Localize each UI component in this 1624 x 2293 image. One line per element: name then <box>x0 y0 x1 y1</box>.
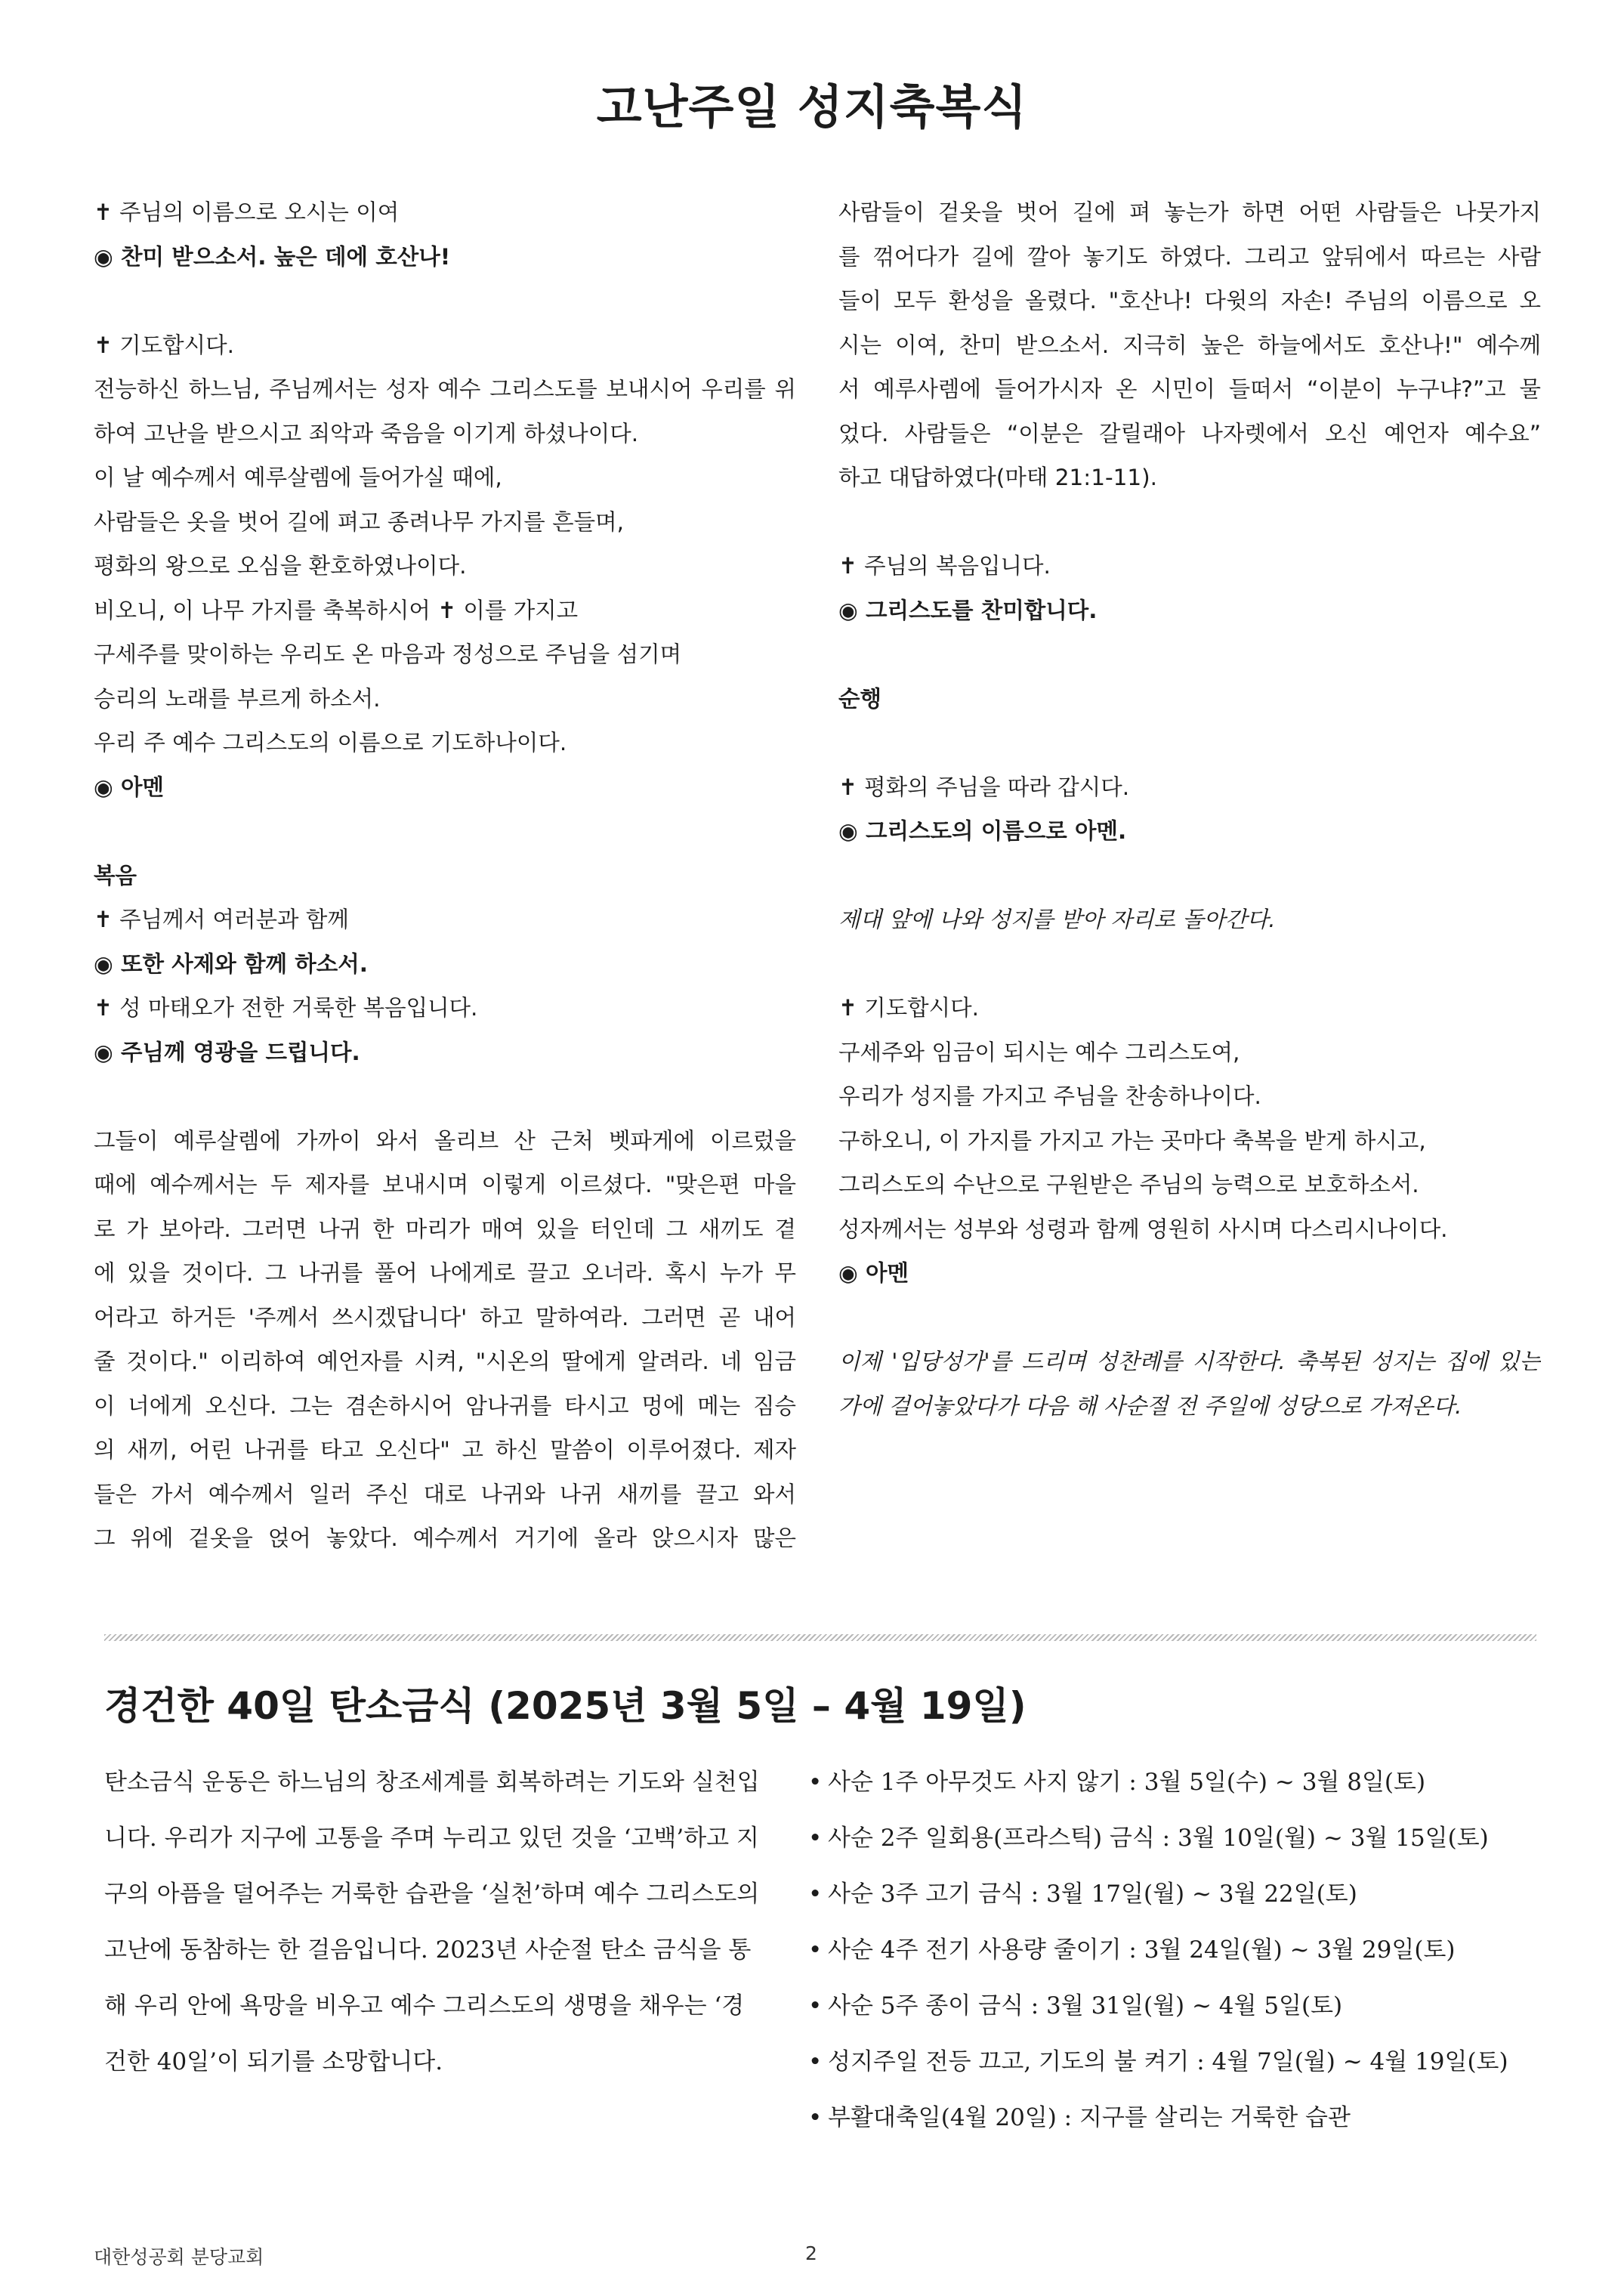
text-line: ◉ 찬미 받으소서. 높은 데에 호산나! <box>94 243 451 270</box>
schedule-item <box>808 1978 1548 2034</box>
text-line: ✝ 주님께서 여러분과 함께 <box>94 907 349 932</box>
footer-church-name: 대한성공회 분당교회 <box>94 2246 264 2268</box>
blank-line <box>838 721 1541 765</box>
text-line: 이 너에게 오신다. 그는 겸손하시어 암나귀를 타시고 멍에 메는 짐승 <box>94 1392 796 1419</box>
text-line: 이 날 예수께서 예루살렘에 들어가실 때에, <box>94 465 502 490</box>
text-line: 의 새끼, 어린 나귀를 타고 오신다" 고 하신 말씀이 이루어졌다. 제자 <box>94 1437 796 1463</box>
text-line: 평화의 왕으로 오심을 환호하였나이다. <box>94 553 467 579</box>
text-line: 를 꺾어다가 길에 깔아 놓기도 하였다. 그리고 앞뒤에서 따르는 사람 <box>838 243 1541 270</box>
carbon-fast-schedule <box>808 1754 1548 2146</box>
text-line: ✝ 성 마태오가 전한 거룩한 복음입니다. <box>94 995 478 1021</box>
text-line: 줄 것이다." 이리하여 예언자를 시켜, "시온의 딸에게 알려라. 네 임금 <box>94 1349 796 1374</box>
text-line: 성자께서는 성부와 성령과 함께 영원히 사시며 다스리시나이다. <box>838 1216 1448 1242</box>
section-divider <box>104 1634 1536 1641</box>
text-line: 순행 <box>838 685 881 712</box>
blank-line <box>838 500 1541 545</box>
text-line: 서 예루사렘에 들어가시자 온 시민이 들떠서 “이분이 누구냐?”고 물 <box>838 376 1541 402</box>
text-line: 들은 가서 예수께서 일러 주신 대로 나귀와 나귀 새끼를 끌고 와서 <box>94 1481 796 1507</box>
text-line: 하여 고난을 받으시고 죄악과 죽음을 이기게 하셨나이다. <box>94 420 639 447</box>
text-line: 구하오니, 이 가지를 가지고 가는 곳마다 축복을 받게 하시고, <box>838 1127 1426 1154</box>
text-line: ◉ 주님께 영광을 드립니다. <box>94 1039 360 1065</box>
text-line: ✝ 기도합시다. <box>94 332 234 358</box>
schedule-text: 사순 1주 아무것도 사지 않기 : 3월 5일(수) ~ 3월 8일(토) <box>828 1769 1426 1796</box>
text-line: ✝ 주님의 이름으로 오시는 이여 <box>94 199 400 225</box>
schedule-item <box>808 1866 1548 1922</box>
text-line: 로 가 보아라. 그러면 나귀 한 마리가 매여 있을 터인데 그 새끼도 곁 <box>94 1216 796 1242</box>
carbon-fast-title: 경건한 40일 탄소금식 (2025년 3월 5일 – 4월 19일) <box>104 1684 1027 1728</box>
text-line: 우리가 성지를 가지고 주님을 찬송하나이다. <box>838 1083 1261 1109</box>
text-line: 이제 '입당성가'를 드리며 성찬례를 시작한다. 축복된 성지는 집에 있는 <box>838 1349 1541 1374</box>
schedule-item <box>808 2034 1548 2090</box>
schedule-text: 사순 2주 일회용(프라스틱) 금식 : 3월 10일(월) ~ 3월 15일(토) <box>828 1825 1489 1852</box>
blank-line <box>94 1074 796 1119</box>
bullet-icon: • <box>808 2104 823 2131</box>
text-line: ◉ 또한 사제와 함께 하소서. <box>94 950 368 977</box>
text-line: 승리의 노래를 부르게 하소서. <box>94 685 381 712</box>
footer-page-number: 2 <box>805 2242 817 2264</box>
left-column <box>94 190 796 1561</box>
blank-line <box>94 279 796 323</box>
text-line: 에 있을 것이다. 그 나귀를 풀어 나에게로 끌고 오너라. 혹시 누가 무 <box>94 1260 796 1286</box>
schedule-text: 사순 5주 종이 금식 : 3월 31일(월) ~ 4월 5일(토) <box>828 1992 1343 2020</box>
text-line: 구세주와 임금이 되시는 예수 그리스도여, <box>838 1039 1240 1065</box>
schedule-text: 성지주일 전등 끄고, 기도의 불 켜기 : 4월 7일(월) ~ 4월 19일(토) <box>828 2048 1508 2075</box>
bullet-icon: • <box>808 1825 823 1852</box>
schedule-item <box>808 1754 1548 1810</box>
blank-line <box>838 854 1541 898</box>
text-line: ◉ 아멘 <box>94 774 165 800</box>
blank-line <box>838 942 1541 987</box>
text-line: 가에 걸어놓았다가 다음 해 사순절 전 주일에 성당으로 가져온다. <box>838 1392 1462 1419</box>
text-line: 었다. 사람들은 “이분은 갈릴래아 나자렛에서 오신 예언자 예수요” <box>838 420 1541 447</box>
schedule-text: 부활대축일(4월 20일) : 지구를 살리는 거룩한 습관 <box>828 2104 1351 2131</box>
text-line: 제대 앞에 나와 성지를 받아 자리로 돌아간다. <box>838 907 1276 932</box>
page-title: 고난주일 성지축복식 <box>596 79 1028 134</box>
text-line: 그들이 예루살렘에 가까이 와서 올리브 산 근처 벳파게에 이르렀을 <box>94 1127 796 1154</box>
text-line: ✝ 평화의 주님을 따라 갑시다. <box>838 774 1130 800</box>
text-line: 사람들은 옷을 벗어 길에 펴고 종려나무 가지를 흔들며, <box>94 508 624 535</box>
blank-line <box>94 809 796 854</box>
blank-line <box>838 1296 1541 1340</box>
text-line: 구세주를 맞이하는 우리도 온 마음과 정성으로 주님을 섬기며 <box>94 641 682 667</box>
text-line: ◉ 그리스도를 찬미합니다. <box>838 597 1098 623</box>
text-line: 전능하신 하느님, 주님께서는 성자 예수 그리스도를 보내시어 우리를 위 <box>94 376 796 402</box>
text-line: 하고 대답하였다(마태 21:1-11). <box>838 465 1158 490</box>
text-line: 사람들이 겉옷을 벗어 길에 펴 놓는가 하면 어떤 사람들은 나뭇가지 <box>838 199 1541 225</box>
schedule-item <box>808 1922 1548 1978</box>
bullet-icon: • <box>808 1880 823 1908</box>
schedule-text: 사순 4주 전기 사용량 줄이기 : 3월 24일(월) ~ 3월 29일(토) <box>828 1936 1456 1964</box>
blank-line <box>838 632 1541 677</box>
bullet-icon: • <box>808 1936 823 1964</box>
text-line: 비오니, 이 나무 가지를 축복하시어 ✝ 이를 가지고 <box>94 597 579 623</box>
right-column <box>838 190 1541 1428</box>
bullet-icon: • <box>808 1769 823 1796</box>
text-line: 시는 이여, 찬미 받으소서. 지극히 높은 하늘에서도 호산나!" 예수께 <box>838 332 1541 358</box>
text-line: 그 위에 겉옷을 얹어 놓았다. 예수께서 거기에 올라 앉으시자 많은 <box>94 1525 796 1551</box>
text-line: 그리스도의 수난으로 구원받은 주님의 능력으로 보호하소서. <box>838 1172 1419 1197</box>
text-line: 때에 예수께서는 두 제자를 보내시며 이렇게 이르셨다. "맞은편 마을 <box>94 1172 796 1197</box>
text-line: ◉ 아멘 <box>838 1260 909 1286</box>
bullet-icon: • <box>808 2048 823 2075</box>
text-line: ✝ 기도합시다. <box>838 995 979 1021</box>
text-line: ✝ 주님의 복음입니다. <box>838 553 1051 579</box>
text-line: 들이 모두 환성을 올렸다. "호산나! 다윗의 자손! 주님의 이름으로 오 <box>838 288 1541 314</box>
text-line: 복음 <box>94 862 137 888</box>
schedule-item <box>808 2090 1548 2146</box>
schedule-item <box>808 1810 1548 1866</box>
text-line: ◉ 그리스도의 이름으로 아멘. <box>838 818 1127 844</box>
schedule-text: 사순 3주 고기 금식 : 3월 17일(월) ~ 3월 22일(토) <box>828 1880 1357 1908</box>
text-line: 어라고 하거든 '주께서 쓰시겠답니다' 하고 말하여라. 그러면 곧 내어 <box>94 1304 796 1330</box>
text-line: 우리 주 예수 그리스도의 이름으로 기도하나이다. <box>94 730 567 756</box>
bullet-icon: • <box>808 1992 823 2020</box>
carbon-fast-intro: 탄소금식 운동은 하느님의 창조세계를 회복하려는 기도와 실천입니다. 우리가 지구에 고통을 주며 누리고 있던 것을 ‘고백’하고 지구의 아픔을 덜어주는 거룩한 습관을 ‘실천’하며 예수 그리스도의 고난에 동참하는 한 걸음입니다. 2023년 사순절 탄소 금식을 통해 우리 안에 욕망을 비우고 예수 그리스도의 생명을 채우는 ‘경건한 40일’이 되기를 소망합니다. <box>104 1769 760 2075</box>
